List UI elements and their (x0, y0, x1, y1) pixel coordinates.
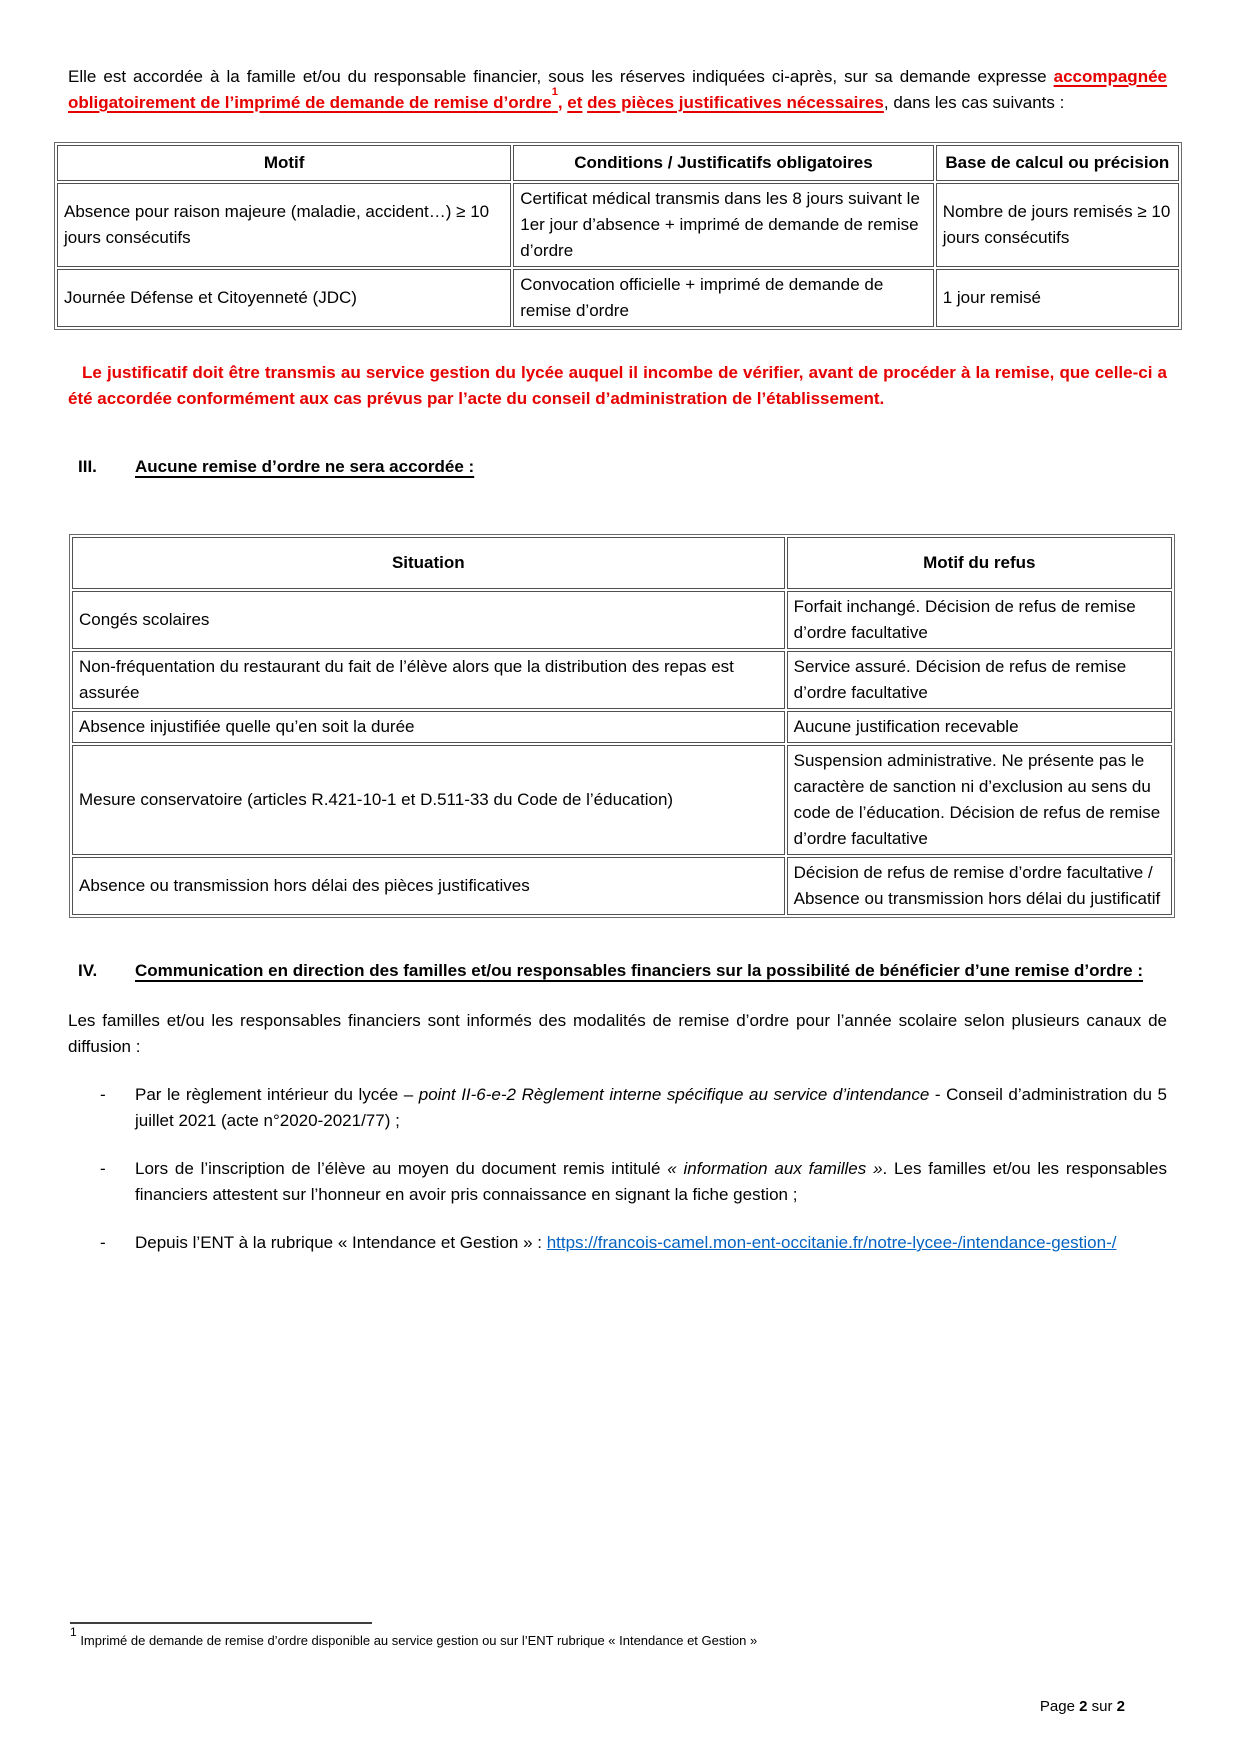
table-row (72, 591, 1172, 649)
cell-motif-jdc: Journée Défense et Citoyenneté (JDC) (57, 269, 511, 327)
bullet-2-italic: « information aux familles » (667, 1159, 883, 1178)
section-heading-iv (68, 958, 1167, 984)
table-row (72, 651, 1172, 709)
table-refus (69, 534, 1175, 918)
bullet-dash: - (100, 1159, 106, 1178)
cell-refus-suspension: Suspension administrative. Ne présente pas le caractère de sanction ni d’exclusion au sens du code de l’éducation. Décision de refus de remise d’ordre facultative (787, 745, 1172, 855)
list-item (68, 1082, 1167, 1134)
table-row (72, 745, 1172, 855)
list-item (68, 1230, 1167, 1256)
cell-situation-non-frequentation: Non-fréquentation du restaurant du fait de l’élève alors que la distribution des repas est assurée (72, 651, 785, 709)
table-row (57, 269, 1179, 327)
cell-refus-aucune-justification: Aucune justification recevable (787, 711, 1172, 743)
bullet-1-body (135, 1082, 1167, 1134)
page-number-footer (1040, 1698, 1125, 1715)
table-row (72, 857, 1172, 915)
cell-situation-hors-delai: Absence ou transmission hors délai des pièces justificatives (72, 857, 785, 915)
intro-separator: , (557, 93, 568, 112)
table-motifs-header-motif: Motif (57, 145, 511, 181)
bullet-1-start: Par le règlement intérieur du lycée – (135, 1085, 419, 1104)
cell-situation-mesure-conservatoire: Mesure conservatoire (articles R.421-10-1 et D.511-33 du Code de l’éducation) (72, 745, 785, 855)
bullet-2-body (135, 1156, 1167, 1208)
footnote-text (70, 1624, 1070, 1649)
bullet-2-start: Lors de l’inscription de l’élève au moyen du document remis intitulé (135, 1159, 668, 1178)
table-motifs-header-base: Base de calcul ou précision (936, 145, 1179, 181)
intro-emphasis-3: des pièces justificatives nécessaires (587, 93, 884, 112)
bullet-dash: - (100, 1085, 106, 1104)
intro-text-end: , dans les cas suivants : (883, 93, 1065, 112)
cell-situation-absence-injustifiee: Absence injustifiée quelle qu’en soit la durée (72, 711, 785, 743)
bullet-3-body (135, 1230, 1167, 1256)
cell-base-un-jour: 1 jour remisé (936, 269, 1179, 327)
cell-conditions-certificat: Certificat médical transmis dans les 8 jours suivant le 1er jour d’absence + imprimé de demande de remise d’ordre (513, 183, 933, 267)
cell-motif-absence: Absence pour raison majeure (maladie, accident…) ≥ 10 jours consécutifs (57, 183, 511, 267)
footnote-separator (70, 1622, 372, 1624)
bullet-1-end: - Conseil d’administration du 5 juillet 2021 (acte n°2020-2021/77) ; (135, 1085, 1167, 1130)
bullet-1-italic: point II-6-e-2 Règlement interne spécifique au service d’intendance (418, 1085, 930, 1104)
section-iv-title: Communication en direction des familles et/ou responsables financiers sur la possibilité de bénéficier d’une remise d’ordre : (135, 961, 1143, 980)
table-motifs (54, 142, 1182, 330)
footer-total-pages: 2 (1116, 1698, 1125, 1715)
cell-conditions-convocation: Convocation officielle + imprimé de demande de remise d’ordre (513, 269, 933, 327)
bullet-3-start: Depuis l’ENT à la rubrique « Intendance et Gestion » : (135, 1233, 547, 1252)
list-item (68, 1156, 1167, 1208)
intro-text-start: Elle est accordée à la famille et/ou du responsable financier, sous les réserves indiquées ci-après, sur sa demande expresse (68, 67, 1054, 86)
cell-situation-conges: Congés scolaires (72, 591, 785, 649)
cell-base-nombre-jours: Nombre de jours remisés ≥ 10 jours consécutifs (936, 183, 1179, 267)
footnote-block (70, 1622, 1070, 1649)
section-heading-iii (68, 454, 1167, 480)
section-iii-title: Aucune remise d’ordre ne sera accordée : (135, 457, 475, 476)
footnote-body: Imprimé de demande de remise d’ordre disponible au service gestion ou sur l’ENT rubrique « Intendance et Gestion » (80, 1633, 758, 1648)
table-motifs-header-conditions: Conditions / Justificatifs obligatoires (513, 145, 933, 181)
section-iv-number: IV. (78, 961, 98, 980)
cell-refus-forfait: Forfait inchangé. Décision de refus de remise d’ordre facultative (787, 591, 1172, 649)
footer-label-page: Page (1039, 1698, 1075, 1715)
channels-intro-paragraph: Les familles et/ou les responsables financiers sont informés des modalités de remise d’ordre pour l’année scolaire selon plusieurs canaux de diffusion : (68, 1011, 1167, 1056)
ent-intendance-link[interactable]: https://francois-camel.mon-ent-occitanie.fr/notre-lycee-/intendance-gestion-/ (546, 1233, 1117, 1252)
footnote-reference: 1 (551, 86, 558, 99)
table-refus-header-motif: Motif du refus (787, 537, 1172, 589)
cell-refus-hors-delai: Décision de refus de remise d’ordre facultative / Absence ou transmission hors délai du justificatif (787, 857, 1172, 915)
table-refus-header-situation: Situation (72, 537, 785, 589)
table-refus-header-row (72, 537, 1172, 589)
footer-current-page: 2 (1079, 1698, 1088, 1715)
bullet-dash: - (100, 1233, 106, 1252)
table-motifs-header-row (57, 145, 1179, 181)
intro-emphasis-2: et (567, 93, 583, 112)
table-row (72, 711, 1172, 743)
intro-emphasis-1-text: accompagnée obligatoirement de l’imprimé de demande de remise d’ordre (68, 67, 1167, 112)
table-row (57, 183, 1179, 267)
section-iii-number: III. (78, 457, 97, 476)
bullet-2-end: . Les familles et/ou les responsables financiers attestent sur l’honneur en avoir pris connaissance en signant la fiche gestion ; (135, 1159, 1167, 1204)
footer-label-sur: sur (1091, 1698, 1113, 1715)
footnote-marker: 1 (70, 1624, 77, 1639)
intro-paragraph (68, 64, 1167, 116)
warning-paragraph: Le justificatif doit être transmis au service gestion du lycée auquel il incombe de vérifier, avant de procéder à la remise, que celle-ci a été accordée conformément aux cas prévus par l’acte du conseil d’administration de l’établissement. (68, 363, 1167, 408)
cell-refus-service-assure: Service assuré. Décision de refus de remise d’ordre facultative (787, 651, 1172, 709)
